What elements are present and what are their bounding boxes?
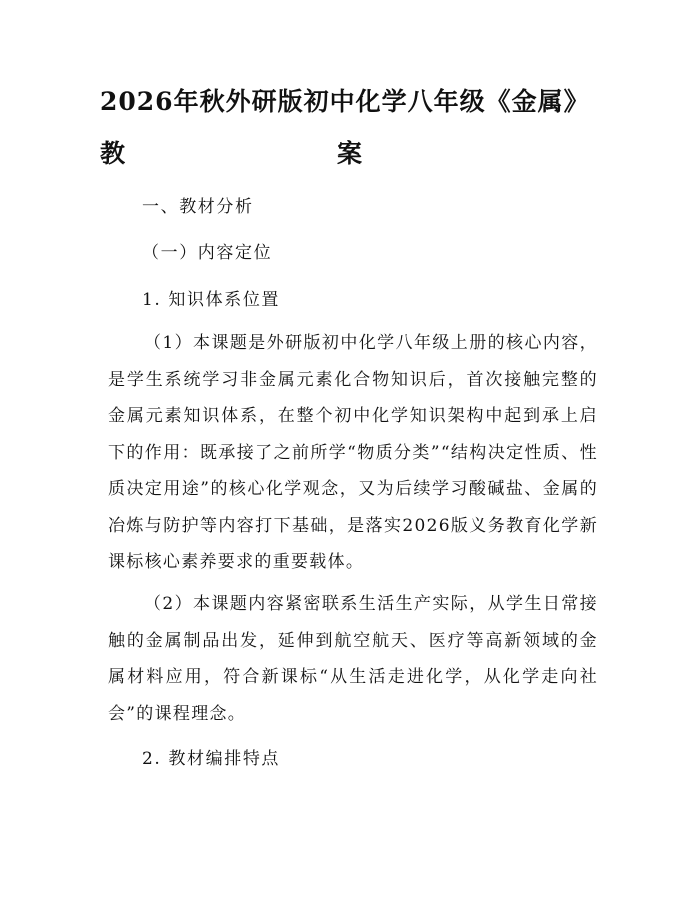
paragraph-2 xyxy=(108,586,598,732)
document-title-line-2: 案 xyxy=(336,139,363,168)
section-heading-textbook-analysis: 一、教材分析 xyxy=(142,197,254,217)
subsection-heading-content-positioning: （一）内容定位 xyxy=(142,243,273,263)
paragraph-1 xyxy=(108,325,598,581)
item-heading-knowledge-position: 1. 知识体系位置 xyxy=(142,290,281,310)
document-title-line-1: 2026年秋外研版初中化学八年级《金属》教 xyxy=(100,87,590,168)
item-heading-textbook-features: 2. 教材编排特点 xyxy=(142,749,281,769)
paragraph-2-text: （2）本课题内容紧密联系生活生产实际，从学生日常接触的金属制品出发，延伸到航空航天、医疗等高新领域的金属材料应用，符合新课标“从生活走进化学，从化学走向社会”的课程理念。 xyxy=(108,594,598,724)
paragraph-1-text: （1）本课题是外研版初中化学八年级上册的核心内容，是学生系统学习非金属元素化合物知识后，首次接触完整的金属元素知识体系，在整个初中化学知识架构中起到承上启下的作用：既承接了之前所学“物质分类”“结构决定性质、性质决定用途”的核心化学观念，又为后续学习酸碱盐、金属的冶炼与防护等内容打下基础，是落实2026版义务教育化学新课标核心素养要求的重要载体。 xyxy=(108,333,598,572)
